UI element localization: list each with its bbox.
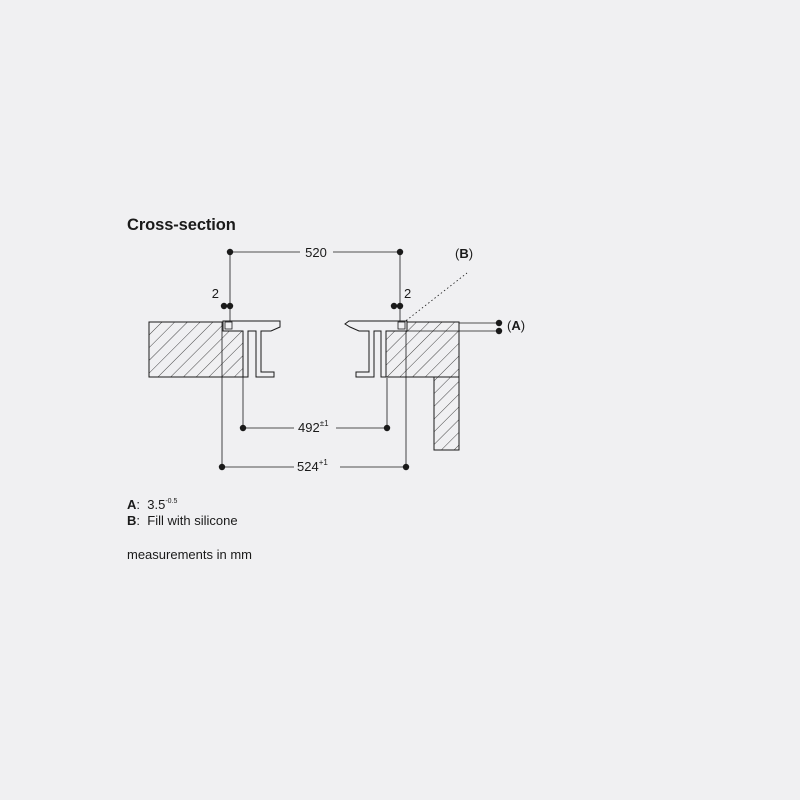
dim-point bbox=[219, 464, 225, 470]
legend-item-a: A: $3.5^{-0.5}$ bbox=[127, 497, 178, 512]
dim-gap-left-label: 2 bbox=[211, 286, 219, 301]
legend-item-b: B: Fill with silicone bbox=[127, 513, 238, 528]
cabinet-side-panel bbox=[434, 377, 459, 450]
dim-point bbox=[496, 328, 502, 334]
label-a: (A) bbox=[507, 318, 526, 333]
dim-524-label: $524^{+1}$ bbox=[297, 458, 328, 474]
dim-520-label: 520 bbox=[305, 245, 327, 260]
dim-point bbox=[496, 320, 502, 326]
dim-point bbox=[227, 303, 233, 309]
legend-value: Fill with silicone bbox=[147, 513, 238, 528]
dim-gap-right-label: 2 bbox=[404, 286, 412, 301]
silicone-gap-right bbox=[398, 322, 405, 329]
dim-point bbox=[227, 249, 233, 255]
leader-b bbox=[403, 273, 467, 323]
dim-point bbox=[391, 303, 397, 309]
label-b: (B) bbox=[455, 246, 474, 261]
units-note: measurements in mm bbox=[127, 547, 252, 562]
dim-point bbox=[221, 303, 227, 309]
legend-key: A bbox=[127, 497, 137, 512]
dim-point bbox=[384, 425, 390, 431]
legend bbox=[127, 497, 238, 529]
dim-point bbox=[403, 464, 409, 470]
legend-key: B bbox=[127, 513, 137, 528]
silicone-gap-left bbox=[225, 322, 232, 329]
dim-point bbox=[397, 303, 403, 309]
dim-492-label: $492^{\pm 1}$ bbox=[298, 419, 329, 435]
legend-tolerance: -0.5 bbox=[165, 498, 178, 505]
dim-point bbox=[240, 425, 246, 431]
legend-value: 3.5 bbox=[147, 497, 166, 512]
dim-point bbox=[397, 249, 403, 255]
diagram-title: Cross-section bbox=[127, 216, 236, 234]
